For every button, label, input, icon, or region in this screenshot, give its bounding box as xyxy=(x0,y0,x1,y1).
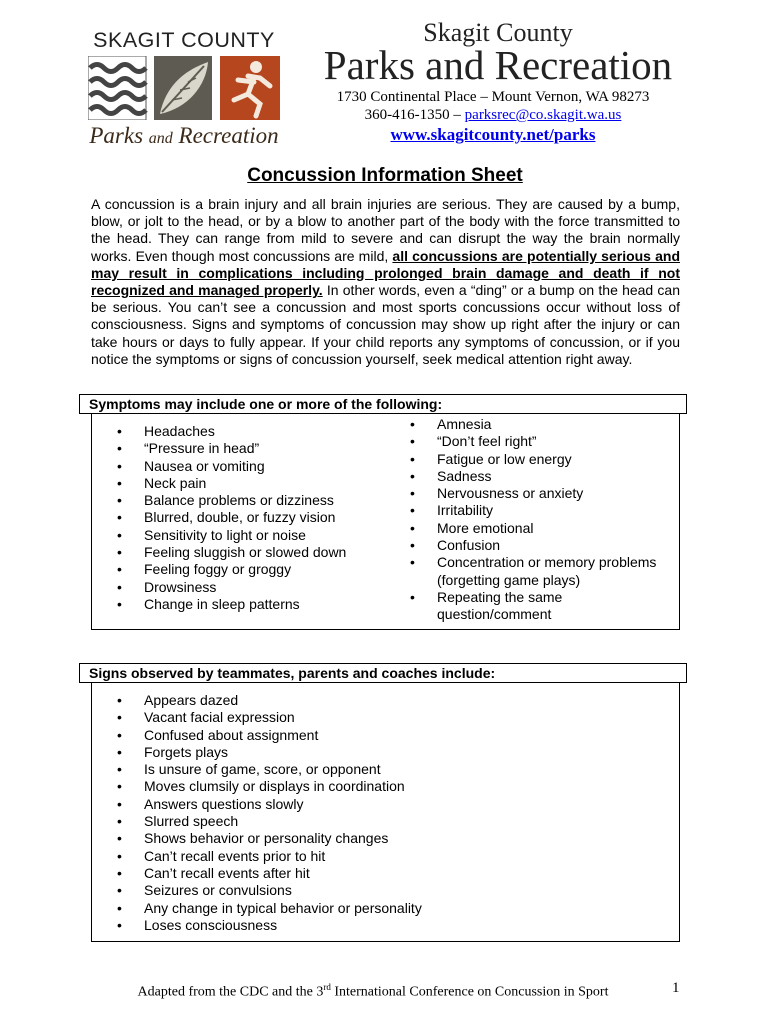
bullet-icon: • xyxy=(117,864,122,881)
logo-subtitle xyxy=(84,122,284,153)
list-item: • Neck pain xyxy=(117,474,207,491)
list-item: • Answers questions slowly xyxy=(117,795,304,812)
intro-text-1: A concussion is a brain injury and all brain injuries are serious. They are caused by a bump, blow, or jolt to the head, or by a blow to another part of the body with the force transmitted to the head. They can range from mild to severe and can disrupt the way the brain normally works. Even though most concussions are mild, xyxy=(91,196,680,264)
list-item: • Any change in typical behavior or personality xyxy=(117,899,422,916)
intro-paragraph xyxy=(91,196,680,368)
bullet-icon: • xyxy=(410,554,415,571)
list-item: • Is unsure of game, score, or opponent xyxy=(117,761,381,778)
email-link[interactable]: parksrec@co.skagit.wa.us xyxy=(464,107,622,123)
logo-sub-recreation: Recreation xyxy=(178,123,279,148)
bullet-icon: • xyxy=(410,485,415,502)
list-item: • Feeling foggy or groggy xyxy=(117,561,292,578)
bullet-icon: • xyxy=(117,778,122,795)
logo-sub-parks: Parks xyxy=(89,123,144,148)
symptoms-right-list xyxy=(410,416,675,624)
list-item: • More emotional xyxy=(410,519,534,536)
header-phone: 360-416-1350 – xyxy=(364,107,465,123)
bullet-icon: • xyxy=(117,526,122,543)
bullet-icon: • xyxy=(117,882,122,899)
bullet-icon: • xyxy=(117,743,122,760)
bullet-icon: • xyxy=(117,899,122,916)
list-item: • Forgets plays xyxy=(117,743,229,760)
list-item: • Repeating the same question/comment xyxy=(410,588,563,623)
bullet-icon: • xyxy=(410,450,415,467)
bullet-icon: • xyxy=(117,544,122,561)
bullet-icon: • xyxy=(117,709,122,726)
list-item: • Can’t recall events prior to hit xyxy=(117,847,326,864)
header-title: Parks and Recreation xyxy=(323,42,673,88)
signs-list xyxy=(117,692,657,934)
county-logo xyxy=(84,28,284,154)
list-item: • Seizures or convulsions xyxy=(117,882,292,899)
list-item: • Fatigue or low energy xyxy=(410,450,572,467)
logo-tiles-icon xyxy=(88,56,280,120)
list-item: • Sadness xyxy=(410,467,492,484)
bullet-icon: • xyxy=(117,457,122,474)
symptoms-left-list xyxy=(117,423,377,613)
bullet-icon: • xyxy=(117,561,122,578)
bullet-icon: • xyxy=(117,440,122,457)
logo-county-name: SKAGIT COUNTY xyxy=(93,28,275,52)
signs-heading: Signs observed by teammates, parents and coaches include: xyxy=(79,663,687,683)
bullet-icon: • xyxy=(117,578,122,595)
header-contact xyxy=(318,106,668,124)
list-item: • Drowsiness xyxy=(117,578,217,595)
bullet-icon: • xyxy=(117,492,122,509)
list-item: • Confused about assignment xyxy=(117,726,319,743)
list-item: • Nervousness or anxiety xyxy=(410,485,584,502)
list-item: • Balance problems or dizziness xyxy=(117,492,334,509)
bullet-icon: • xyxy=(410,519,415,536)
website-link[interactable]: www.skagitcounty.net/parks xyxy=(390,125,596,144)
list-item: • Loses consciousness xyxy=(117,916,278,933)
list-item: • “Don’t feel right” xyxy=(410,433,537,450)
list-item: • Vacant facial expression xyxy=(117,709,295,726)
list-item: • Slurred speech xyxy=(117,813,239,830)
bullet-icon: • xyxy=(117,692,122,708)
bullet-icon: • xyxy=(410,537,415,554)
header-county: Skagit County xyxy=(423,18,573,47)
bullet-icon: • xyxy=(117,916,122,933)
header-address: 1730 Continental Place – Mount Vernon, WA 98273 xyxy=(336,89,650,105)
list-item: • Blurred, double, or fuzzy vision xyxy=(117,509,336,526)
list-item: • Amnesia xyxy=(410,416,492,432)
list-item: • Sensitivity to light or noise xyxy=(117,526,306,543)
list-item: • Concentration or memory problems (forgetting game plays) xyxy=(410,554,657,588)
bullet-icon: • xyxy=(117,761,122,778)
bullet-icon: • xyxy=(117,813,122,830)
header-website xyxy=(318,125,668,145)
list-item: • Change in sleep patterns xyxy=(117,595,300,612)
intro-emphasis: all concussions are potentially serious and may result in complications including prolonged brain damage and death if not recognized and managed properly. xyxy=(91,247,681,299)
list-item: • Nausea or vomiting xyxy=(117,457,265,474)
intro-text-2: In other words, even a “ding” or a bump on the head can be serious. You can’t see a concussion and most sports concussions occur without loss of consciousness. Signs and symptoms of concussion may show up right after the injury or can take hours or days to fully appear. If your child reports any symptoms of concussion, or if you notice the symptoms or signs of concussion yourself, seek medical attention right away. xyxy=(91,282,680,367)
bullet-icon: • xyxy=(410,433,415,450)
list-item: • Headaches xyxy=(117,423,215,439)
symptoms-heading: Symptoms may include one or more of the following: xyxy=(79,394,687,414)
bullet-icon: • xyxy=(410,502,415,519)
list-item: • Appears dazed xyxy=(117,692,239,708)
bullet-icon: • xyxy=(117,509,122,526)
list-item: • Shows behavior or personality changes xyxy=(117,830,389,847)
list-item: • “Pressure in head” xyxy=(117,440,260,457)
bullet-icon: • xyxy=(410,588,415,605)
list-item: • Moves clumsily or displays in coordination xyxy=(117,778,405,795)
bullet-icon: • xyxy=(117,830,122,847)
list-item: • Feeling sluggish or slowed down xyxy=(117,544,347,561)
bullet-icon: • xyxy=(117,423,122,439)
footer-source: Adapted from the CDC and the 3rd International Conference on Concussion in Sport xyxy=(137,982,609,1000)
document-title: Concussion Information Sheet xyxy=(247,165,523,186)
bullet-icon: • xyxy=(410,416,415,432)
bullet-icon: • xyxy=(117,847,122,864)
logo-sub-and: and xyxy=(148,130,173,147)
list-item: • Can’t recall events after hit xyxy=(117,864,310,881)
bullet-icon: • xyxy=(117,726,122,743)
bullet-icon: • xyxy=(117,595,122,612)
list-item: • Irritability xyxy=(410,502,494,519)
bullet-icon: • xyxy=(410,467,415,484)
page-number: 1 xyxy=(672,980,680,996)
bullet-icon: • xyxy=(117,795,122,812)
list-item: • Confusion xyxy=(410,537,501,554)
bullet-icon: • xyxy=(117,474,122,491)
